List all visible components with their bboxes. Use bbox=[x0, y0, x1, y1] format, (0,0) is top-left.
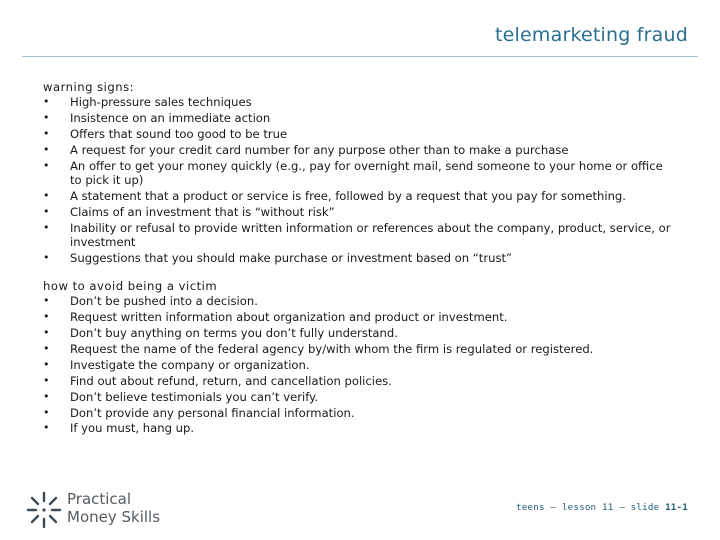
avoid-tip-item bbox=[43, 390, 673, 404]
list-item-text: Don’t be pushed into a decision. bbox=[70, 294, 258, 309]
footer-text: teens – lesson 11 – slide bbox=[516, 502, 666, 513]
bullet-icon: • bbox=[43, 142, 50, 156]
avoid-tip-item bbox=[43, 326, 673, 340]
bullet-icon: • bbox=[43, 127, 50, 141]
avoid-victim-heading: how to avoid being a victim bbox=[43, 279, 218, 293]
bullet-icon: • bbox=[43, 373, 50, 387]
list-item-text: Investigate the company or organization. bbox=[70, 357, 310, 372]
warning-sign-item bbox=[43, 111, 673, 125]
avoid-tip-item bbox=[43, 374, 673, 388]
bullet-icon: • bbox=[43, 251, 50, 265]
bullet-icon: • bbox=[43, 389, 50, 403]
list-item-text: Request written information about organization and product or investment. bbox=[70, 310, 508, 325]
bullet-icon: • bbox=[43, 405, 50, 419]
list-item-text: Don’t provide any personal financial information. bbox=[70, 405, 355, 420]
warning-sign-item bbox=[43, 221, 673, 250]
title-divider bbox=[22, 56, 698, 57]
list-item-text: Don’t buy anything on terms you don’t fully understand. bbox=[70, 326, 398, 341]
bullet-icon: • bbox=[43, 341, 50, 355]
list-item-text: Request the name of the federal agency by/with whom the firm is regulated or registered. bbox=[70, 341, 594, 356]
bullet-icon: • bbox=[43, 326, 50, 340]
bullet-icon: • bbox=[43, 189, 50, 203]
bullet-icon: • bbox=[43, 294, 50, 308]
list-item-text: Inability or refusal to provide written information or references about the company, product, service, or investment bbox=[70, 220, 671, 250]
avoid-victim-list bbox=[43, 294, 673, 435]
warning-sign-item bbox=[43, 251, 673, 265]
list-item-text: Suggestions that you should make purchase or investment based on “trust” bbox=[70, 251, 513, 266]
logo-line1: Practical bbox=[67, 490, 132, 508]
bullet-icon: • bbox=[43, 220, 50, 234]
list-item-text: Offers that sound too good to be true bbox=[70, 127, 288, 142]
avoid-tip-item bbox=[43, 310, 673, 324]
warning-signs-heading: warning signs: bbox=[43, 80, 135, 94]
list-item-text: Claims of an investment that is “without risk” bbox=[70, 204, 335, 219]
warning-signs-section bbox=[43, 80, 673, 267]
bullet-icon: • bbox=[43, 421, 50, 435]
bullet-icon: • bbox=[43, 95, 50, 109]
avoid-tip-item bbox=[43, 358, 673, 372]
logo-line2: Money Skills bbox=[67, 508, 161, 526]
bullet-icon: • bbox=[43, 204, 50, 218]
practical-money-skills-logo bbox=[26, 491, 186, 531]
warning-sign-item bbox=[43, 95, 673, 109]
burst-logo-icon bbox=[26, 491, 62, 529]
list-item-text: High-pressure sales techniques bbox=[70, 95, 252, 110]
bullet-icon: • bbox=[43, 310, 50, 324]
list-item-text: A statement that a product or service is free, followed by a request that you pay for something. bbox=[70, 189, 626, 204]
warning-sign-item bbox=[43, 205, 673, 219]
avoid-victim-section bbox=[43, 279, 673, 437]
avoid-tip-item bbox=[43, 406, 673, 420]
warning-sign-item bbox=[43, 189, 673, 203]
list-item-text: If you must, hang up. bbox=[70, 421, 195, 436]
list-item-text: Find out about refund, return, and cancellation policies. bbox=[70, 373, 392, 388]
warning-sign-item bbox=[43, 143, 673, 157]
avoid-tip-item bbox=[43, 421, 673, 435]
avoid-tip-item bbox=[43, 342, 673, 356]
slide-number: 11-1 bbox=[665, 502, 688, 513]
slide-footer bbox=[516, 502, 688, 513]
page-title: telemarketing fraud bbox=[494, 24, 688, 46]
logo-text bbox=[67, 490, 160, 526]
warning-sign-item bbox=[43, 127, 673, 141]
warning-sign-item bbox=[43, 159, 673, 188]
avoid-tip-item bbox=[43, 294, 673, 308]
bullet-icon: • bbox=[43, 111, 50, 125]
warning-signs-list bbox=[43, 95, 673, 265]
bullet-icon: • bbox=[43, 357, 50, 371]
list-item-text: An offer to get your money quickly (e.g., pay for overnight mail, send someone to your home or office to pick it up) bbox=[70, 158, 663, 188]
bullet-icon: • bbox=[43, 158, 50, 172]
list-item-text: A request for your credit card number for any purpose other than to make a purchase bbox=[70, 142, 569, 157]
list-item-text: Insistence on an immediate action bbox=[70, 111, 271, 126]
list-item-text: Don’t believe testimonials you can’t verify. bbox=[70, 389, 319, 404]
